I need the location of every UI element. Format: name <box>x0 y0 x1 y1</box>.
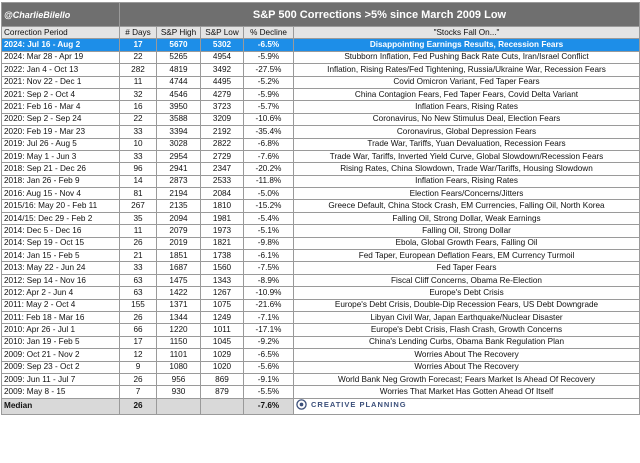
cell-high: 2194 <box>157 188 201 200</box>
table-row <box>2 349 640 361</box>
cell-reason: Libyan Civil War, Japan Earthquake/Nuclear Disaster <box>294 311 640 323</box>
cell-high: 2873 <box>157 175 201 187</box>
cell-reason: Inflation Fears, Rising Rates <box>294 101 640 113</box>
cell-high: 930 <box>157 386 201 398</box>
author-handle: @CharlieBilello <box>2 3 120 27</box>
cell-low: 2192 <box>201 126 244 138</box>
cell-reason: Europe's Debt Crisis <box>294 287 640 299</box>
cell-days: 11 <box>120 225 157 237</box>
table-row <box>2 163 640 175</box>
cell-period: 2021: Sep 2 - Oct 4 <box>2 88 120 100</box>
cell-days: 33 <box>120 262 157 274</box>
table-row <box>2 287 640 299</box>
table-row <box>2 51 640 63</box>
table-row <box>2 200 640 212</box>
cell-low: 4495 <box>201 76 244 88</box>
cell-reason: Inflation, Rising Rates/Fed Tightening, Russia/Ukraine War, Recession Fears <box>294 64 640 76</box>
cell-reason: Election Fears/Concerns/Jitters <box>294 188 640 200</box>
cell-period: 2021: Feb 16 - Mar 4 <box>2 101 120 113</box>
table-row <box>2 237 640 249</box>
cell-reason: Falling Oil, Strong Dollar <box>294 225 640 237</box>
cell-period: 2010: Apr 26 - Jul 1 <box>2 324 120 336</box>
cell-high: 2079 <box>157 225 201 237</box>
cell-decline: -5.1% <box>244 225 294 237</box>
cell-days: 11 <box>120 76 157 88</box>
cell-reason: Covid Omicron Variant, Fed Taper Fears <box>294 76 640 88</box>
cell-period: 2024: Mar 28 - Apr 19 <box>2 51 120 63</box>
cell-reason: Europe's Debt Crisis, Flash Crash, Growth Concerns <box>294 324 640 336</box>
cell-low: 1821 <box>201 237 244 249</box>
cell-reason: Disappointing Earnings Results, Recession Fears <box>294 39 640 51</box>
cell-high: 1080 <box>157 361 201 373</box>
cell-decline: -6.1% <box>244 250 294 262</box>
median-days: 26 <box>120 398 157 414</box>
table-row <box>2 299 640 311</box>
cell-high: 1371 <box>157 299 201 311</box>
cell-decline: -5.4% <box>244 212 294 224</box>
cell-period: 2018: Jan 26 - Feb 9 <box>2 175 120 187</box>
cell-decline: -6.8% <box>244 138 294 150</box>
brand <box>296 399 407 410</box>
cell-days: 267 <box>120 200 157 212</box>
cell-days: 26 <box>120 373 157 385</box>
cell-high: 3394 <box>157 126 201 138</box>
cell-period: 2019: Jul 26 - Aug 5 <box>2 138 120 150</box>
cell-high: 5265 <box>157 51 201 63</box>
cell-reason: Trade War, Tariffs, Inverted Yield Curve, Global Slowdown/Recession Fears <box>294 150 640 162</box>
cell-low: 5302 <box>201 39 244 51</box>
cell-period: 2011: Feb 18 - Mar 16 <box>2 311 120 323</box>
table-row <box>2 138 640 150</box>
table-row <box>2 150 640 162</box>
table-row <box>2 212 640 224</box>
cell-decline: -7.5% <box>244 262 294 274</box>
cell-low: 4954 <box>201 51 244 63</box>
cell-high: 4819 <box>157 64 201 76</box>
brand-cell <box>294 398 640 414</box>
cell-high: 956 <box>157 373 201 385</box>
cell-period: 2009: Jun 11 - Jul 7 <box>2 373 120 385</box>
cell-reason: Coronavirus, No New Stimulus Deal, Election Fears <box>294 113 640 125</box>
cell-low: 1029 <box>201 349 244 361</box>
cell-low: 879 <box>201 386 244 398</box>
table-row <box>2 250 640 262</box>
cell-period: 2022: Jan 4 - Oct 13 <box>2 64 120 76</box>
table-row <box>2 262 640 274</box>
cell-low: 1981 <box>201 212 244 224</box>
median-high-empty <box>157 398 201 414</box>
brand-name: CREATIVE PLANNING <box>311 399 407 409</box>
table-row <box>2 324 640 336</box>
cell-decline: -15.2% <box>244 200 294 212</box>
cell-decline: -5.9% <box>244 51 294 63</box>
col-header-days: # Days <box>120 27 157 39</box>
cell-low: 2729 <box>201 150 244 162</box>
median-label: Median <box>2 398 120 414</box>
cell-days: 10 <box>120 138 157 150</box>
cell-high: 2954 <box>157 150 201 162</box>
table-row <box>2 274 640 286</box>
corrections-table <box>1 2 640 415</box>
cell-reason: Worries About The Recovery <box>294 349 640 361</box>
cell-days: 33 <box>120 150 157 162</box>
cell-decline: -7.6% <box>244 150 294 162</box>
col-header-period: Correction Period <box>2 27 120 39</box>
cell-decline: -10.6% <box>244 113 294 125</box>
cell-reason: Trade War, Tariffs, Yuan Devaluation, Recession Fears <box>294 138 640 150</box>
cell-decline: -9.8% <box>244 237 294 249</box>
cell-days: 32 <box>120 88 157 100</box>
col-header-reason: "Stocks Fall On..." <box>294 27 640 39</box>
column-header-row <box>2 27 640 39</box>
cell-high: 1475 <box>157 274 201 286</box>
cell-low: 3723 <box>201 101 244 113</box>
cell-reason: Fed Taper Fears <box>294 262 640 274</box>
cell-days: 66 <box>120 324 157 336</box>
cell-period: 2014: Jan 15 - Feb 5 <box>2 250 120 262</box>
table-row <box>2 175 640 187</box>
cell-low: 2084 <box>201 188 244 200</box>
cell-days: 7 <box>120 386 157 398</box>
cell-low: 1343 <box>201 274 244 286</box>
table-row <box>2 188 640 200</box>
cell-period: 2020: Sep 2 - Sep 24 <box>2 113 120 125</box>
cell-decline: -5.6% <box>244 361 294 373</box>
cell-high: 3950 <box>157 101 201 113</box>
cell-decline: -35.4% <box>244 126 294 138</box>
cell-low: 1020 <box>201 361 244 373</box>
table-row <box>2 113 640 125</box>
cell-decline: -17.1% <box>244 324 294 336</box>
cell-days: 155 <box>120 299 157 311</box>
cell-high: 1150 <box>157 336 201 348</box>
cell-low: 2347 <box>201 163 244 175</box>
cell-low: 4279 <box>201 88 244 100</box>
cell-period: 2016: Aug 15 - Nov 4 <box>2 188 120 200</box>
median-low-empty <box>201 398 244 414</box>
cell-low: 1011 <box>201 324 244 336</box>
cell-days: 81 <box>120 188 157 200</box>
cell-high: 1101 <box>157 349 201 361</box>
col-header-high: S&P High <box>157 27 201 39</box>
cell-decline: -10.9% <box>244 287 294 299</box>
cell-high: 4744 <box>157 76 201 88</box>
median-row <box>2 398 640 414</box>
cell-high: 1687 <box>157 262 201 274</box>
cell-low: 1075 <box>201 299 244 311</box>
cell-reason: Ebola, Global Growth Fears, Falling Oil <box>294 237 640 249</box>
table-title: S&P 500 Corrections >5% since March 2009 Low <box>120 3 640 27</box>
cell-reason: Rising Rates, China Slowdown, Trade War/Tariffs, Housing Slowdown <box>294 163 640 175</box>
cell-period: 2021: Nov 22 - Dec 1 <box>2 76 120 88</box>
cell-reason: Falling Oil, Strong Dollar, Weak Earnings <box>294 212 640 224</box>
cell-period: 2009: May 8 - 15 <box>2 386 120 398</box>
cell-reason: World Bank Neg Growth Forecast; Fears Market Is Ahead Of Recovery <box>294 373 640 385</box>
cell-decline: -6.5% <box>244 39 294 51</box>
cell-reason: Fed Taper, European Deflation Fears, EM Currency Turmoil <box>294 250 640 262</box>
cell-high: 3588 <box>157 113 201 125</box>
cell-days: 26 <box>120 311 157 323</box>
cell-decline: -11.8% <box>244 175 294 187</box>
table-body <box>2 3 640 415</box>
cell-low: 3209 <box>201 113 244 125</box>
cell-low: 1249 <box>201 311 244 323</box>
cell-low: 1738 <box>201 250 244 262</box>
table-row <box>2 126 640 138</box>
cell-high: 1344 <box>157 311 201 323</box>
cell-reason: Greece Default, China Stock Crash, EM Currencies, Falling Oil, North Korea <box>294 200 640 212</box>
cell-decline: -5.7% <box>244 101 294 113</box>
cell-decline: -7.1% <box>244 311 294 323</box>
cell-period: 2012: Sep 14 - Nov 16 <box>2 274 120 286</box>
cell-high: 1422 <box>157 287 201 299</box>
cell-decline: -9.2% <box>244 336 294 348</box>
cell-reason: China Contagion Fears, Fed Taper Fears, Covid Delta Variant <box>294 88 640 100</box>
table-row <box>2 76 640 88</box>
cell-reason: Europe's Debt Crisis, Double-Dip Recession Fears, US Debt Downgrade <box>294 299 640 311</box>
title-row <box>2 3 640 27</box>
table-row <box>2 373 640 385</box>
cell-decline: -27.5% <box>244 64 294 76</box>
cell-period: 2011: May 2 - Oct 4 <box>2 299 120 311</box>
cell-decline: -21.6% <box>244 299 294 311</box>
table-row <box>2 39 640 51</box>
cell-low: 3492 <box>201 64 244 76</box>
table-row <box>2 88 640 100</box>
cell-decline: -5.5% <box>244 386 294 398</box>
cell-high: 2019 <box>157 237 201 249</box>
cell-days: 21 <box>120 250 157 262</box>
cell-reason: Inflation Fears, Rising Rates <box>294 175 640 187</box>
cell-days: 96 <box>120 163 157 175</box>
cell-days: 14 <box>120 175 157 187</box>
cell-period: 2018: Sep 21 - Dec 26 <box>2 163 120 175</box>
cell-decline: -8.9% <box>244 274 294 286</box>
cell-days: 22 <box>120 51 157 63</box>
table-row <box>2 361 640 373</box>
cell-period: 2019: May 1 - Jun 3 <box>2 150 120 162</box>
cell-decline: -9.1% <box>244 373 294 385</box>
cell-low: 2533 <box>201 175 244 187</box>
cell-days: 22 <box>120 113 157 125</box>
cell-high: 1220 <box>157 324 201 336</box>
cell-low: 1267 <box>201 287 244 299</box>
cell-period: 2020: Feb 19 - Mar 23 <box>2 126 120 138</box>
cell-decline: -5.2% <box>244 76 294 88</box>
cell-low: 1973 <box>201 225 244 237</box>
cell-period: 2009: Oct 21 - Nov 2 <box>2 349 120 361</box>
cell-reason: China's Lending Curbs, Obama Bank Regulation Plan <box>294 336 640 348</box>
cell-period: 2014/15: Dec 29 - Feb 2 <box>2 212 120 224</box>
cell-period: 2009: Sep 23 - Oct 2 <box>2 361 120 373</box>
cell-period: 2014: Dec 5 - Dec 16 <box>2 225 120 237</box>
table-row <box>2 336 640 348</box>
cell-reason: Stubborn Inflation, Fed Pushing Back Rate Cuts, Iran/Israel Conflict <box>294 51 640 63</box>
cell-days: 12 <box>120 349 157 361</box>
median-decline: -7.6% <box>244 398 294 414</box>
cell-days: 35 <box>120 212 157 224</box>
table-row <box>2 386 640 398</box>
cell-days: 16 <box>120 101 157 113</box>
cell-days: 63 <box>120 274 157 286</box>
cell-reason: Worries That Market Has Gotten Ahead Of Itself <box>294 386 640 398</box>
creative-planning-logo-icon <box>296 399 307 410</box>
cell-high: 1851 <box>157 250 201 262</box>
cell-high: 2941 <box>157 163 201 175</box>
col-header-low: S&P Low <box>201 27 244 39</box>
cell-decline: -20.2% <box>244 163 294 175</box>
cell-low: 1810 <box>201 200 244 212</box>
cell-low: 869 <box>201 373 244 385</box>
cell-high: 5670 <box>157 39 201 51</box>
cell-reason: Coronavirus, Global Depression Fears <box>294 126 640 138</box>
cell-period: 2010: Jan 19 - Feb 5 <box>2 336 120 348</box>
cell-days: 17 <box>120 336 157 348</box>
table-row <box>2 101 640 113</box>
table-row <box>2 311 640 323</box>
col-header-decline: % Decline <box>244 27 294 39</box>
cell-days: 9 <box>120 361 157 373</box>
cell-reason: Worries About The Recovery <box>294 361 640 373</box>
cell-days: 26 <box>120 237 157 249</box>
cell-days: 17 <box>120 39 157 51</box>
cell-decline: -5.0% <box>244 188 294 200</box>
cell-days: 282 <box>120 64 157 76</box>
cell-high: 4546 <box>157 88 201 100</box>
cell-period: 2013: May 22 - Jun 24 <box>2 262 120 274</box>
cell-high: 3028 <box>157 138 201 150</box>
cell-days: 63 <box>120 287 157 299</box>
cell-high: 2094 <box>157 212 201 224</box>
cell-period: 2014: Sep 19 - Oct 15 <box>2 237 120 249</box>
cell-low: 2822 <box>201 138 244 150</box>
cell-reason: Fiscal Cliff Concerns, Obama Re-Election <box>294 274 640 286</box>
table-row <box>2 225 640 237</box>
table-row <box>2 64 640 76</box>
cell-decline: -5.9% <box>244 88 294 100</box>
cell-high: 2135 <box>157 200 201 212</box>
cell-period: 2012: Apr 2 - Jun 4 <box>2 287 120 299</box>
cell-low: 1045 <box>201 336 244 348</box>
cell-period: 2024: Jul 16 - Aug 2 <box>2 39 120 51</box>
cell-period: 2015/16: May 20 - Feb 11 <box>2 200 120 212</box>
cell-days: 33 <box>120 126 157 138</box>
cell-decline: -6.5% <box>244 349 294 361</box>
cell-low: 1560 <box>201 262 244 274</box>
